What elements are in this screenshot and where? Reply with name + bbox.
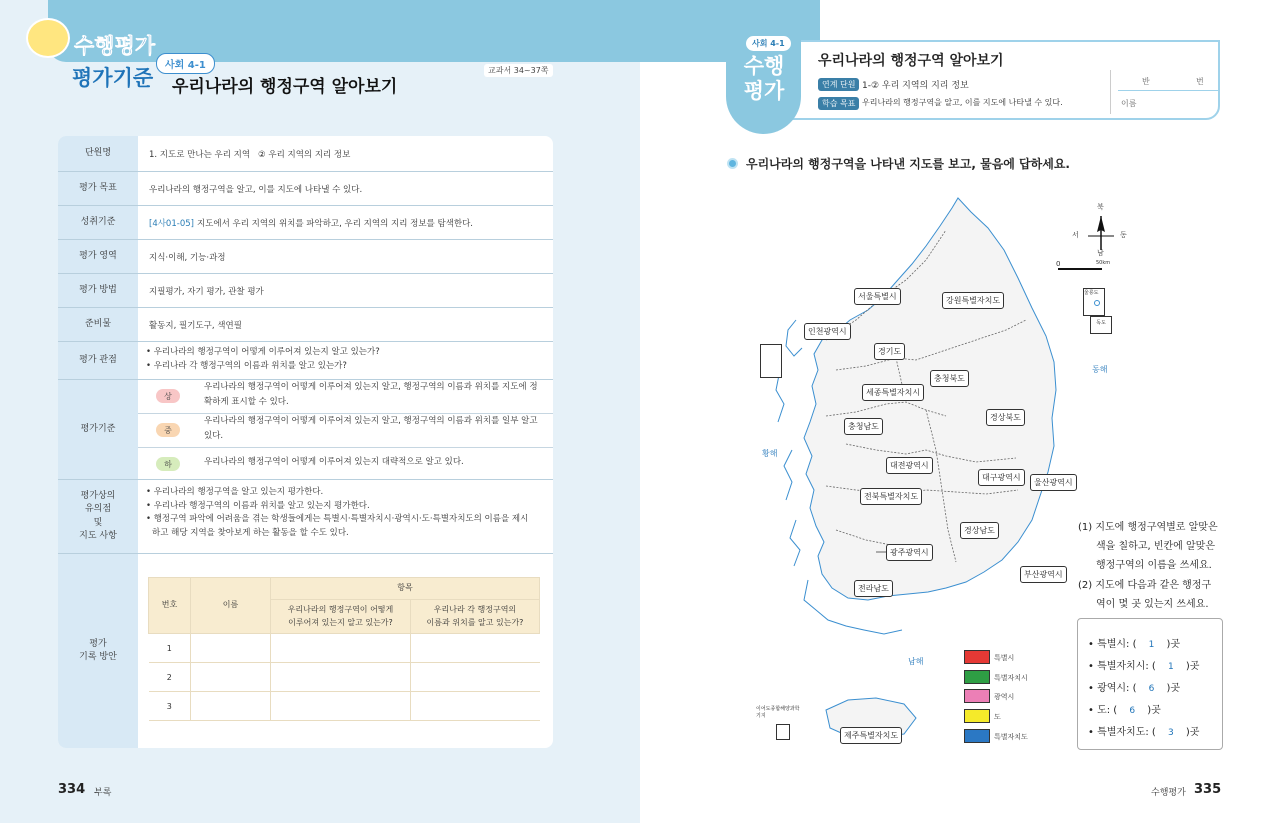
item-header: 우리나라의 행정구역이 어떻게 [287,604,394,614]
name-cell[interactable] [191,692,271,721]
compass-east: 동 [1120,231,1127,239]
legend-swatch-green [964,670,990,684]
region-label-gyeongbuk: 경상북도 [986,409,1025,426]
ulleung-island-icon [1094,300,1100,306]
logo-subtitle: 평가기준 [72,66,154,90]
compass-south: 남 [1097,249,1104,257]
criteria-text: 우리나라의 행정구역이 어떻게 이루어져 있는지 대략적으로 알고 있다. [204,457,464,467]
score-cell[interactable] [410,692,539,721]
region-label-gangwon: 강원특별자치도 [942,292,1004,309]
question-2 [1078,576,1224,614]
unit-subvalue: ② 우리 지역의 지리 정보 [258,149,351,160]
col-header-name: 이름 [191,578,271,634]
row-standard [58,206,553,240]
question-line: 행정구역의 이름을 쓰세요. [1096,560,1212,571]
north-arrow-icon [1088,216,1114,242]
view-line: • 우리나라 각 행정구역의 이름과 위치를 알고 있는가? [146,360,347,371]
prep-value: 활동지, 필기도구, 색연필 [149,320,242,331]
view-line: • 우리나라의 행정구역이 어떻게 이루어져 있는지 알고 있는가? [146,347,380,357]
legend-label: 광역시 [994,693,1015,701]
row-label: 평가 관점 [79,354,117,365]
page-number: 335 [1194,782,1222,797]
scale-zero: 0 [1056,260,1061,268]
unit-pill: 연계 단원 [818,78,859,91]
sea-label-south: 남해 [908,657,924,666]
item-header: 이루어져 있는지 알고 있는가? [288,617,393,627]
region-label-chungbuk: 충청북도 [930,370,969,387]
legend-swatch-yellow [964,709,990,723]
row-number: 1 [149,634,191,663]
standard-code: [4사01-05] [149,218,194,229]
goal-pill: 학습 목표 [818,97,859,110]
region-label-gyeonggi: 경기도 [874,343,905,360]
question-line: (2) 지도에 다음과 같은 행정구 [1078,580,1212,591]
answer-line: • 특별자치도: ( 3 )곳 [1088,727,1200,738]
right-page [640,0,1280,823]
legend-label: 도 [994,713,1001,721]
item-header: 우리나라 각 행정구역의 [433,604,517,614]
page-number: 334 [58,782,86,797]
answer-line: • 특별자치시: ( 1 )곳 [1088,661,1200,672]
row-label: 성취기준 [80,216,116,227]
record-label: 평가 [89,638,107,649]
row-unit [58,136,553,172]
row-label: 평가 방법 [79,284,117,295]
divider [1118,90,1218,91]
answer-value[interactable]: 6 [1148,684,1155,694]
class-label: 반 [1142,77,1150,86]
row-label: 평가 영역 [79,250,117,261]
row-label: 단원명 [84,147,112,158]
score-cell[interactable] [271,663,411,692]
coast-detail [786,320,802,356]
subject-pill: 사회 4-1 [156,53,215,74]
criteria-high [138,380,553,414]
notes-line: • 우리나라의 행정구역을 알고 있는지 평가한다. [146,487,324,497]
compass-west: 서 [1072,231,1079,239]
legend-swatch-pink [964,689,990,703]
inset-label: 독도 [1090,316,1112,334]
region-label-sejong: 세종특별자치시 [862,384,924,401]
row-method [58,274,553,308]
area-value: 지식·이해, 기능·과정 [149,252,226,263]
criteria-text: 우리나라의 행정구역이 어떻게 이루어져 있는지 알고, 행정구역의 이름과 위치를 일부 알고 있다. [204,416,538,442]
goal-text: 우리나라의 행정구역을 알고, 이를 지도에 나타낼 수 있다. [862,98,1063,107]
row-label: 평가기준 [80,423,116,434]
row-number: 2 [149,663,191,692]
question-line: 색을 칠하고, 빈칸에 알맞은 [1096,541,1215,552]
goal-value: 우리나라의 행정구역을 알고, 이를 지도에 나타낼 수 있다. [149,184,363,195]
coast-detail [784,450,792,500]
instruction-text: 우리나라의 행정구역을 나타낸 지도를 보고, 물음에 답하세요. [746,157,1070,171]
score-cell[interactable] [410,663,539,692]
inset-label: 울릉도 [1084,290,1099,296]
row-prep [58,308,553,342]
region-label-daegu: 대구광역시 [978,469,1025,486]
subject-pill: 사회 4-1 [746,36,791,51]
answer-line: • 광역시: ( 6 )곳 [1088,683,1181,694]
answer-value[interactable]: 6 [1129,706,1136,716]
record-label: 기록 방안 [79,652,117,662]
grade-badge: 상 [156,389,180,403]
notes-line: • 우리나라 행정구역의 이름과 위치를 알고 있는지 평가한다. [146,500,370,511]
criteria-low [138,448,553,480]
worksheet-title: 우리나라의 행정구역 알아보기 [818,53,1004,69]
table-row [149,663,540,692]
row-label: 평가 목표 [79,182,117,193]
score-cell[interactable] [271,634,411,663]
coast-detail [790,520,800,566]
number-label: 번 [1196,77,1204,86]
question-line: 역이 몇 곳 있는지 쓰세요. [1096,599,1209,610]
mascot-icon [26,18,70,58]
notes-label: 및 [93,517,103,528]
answer-value[interactable]: 1 [1167,662,1174,672]
record-table [148,577,540,721]
row-label: 준비물 [84,318,112,329]
page-section: 수행평가 [1151,788,1186,798]
scale-bar [1058,268,1102,270]
inset-box [776,724,790,740]
standard-value: 지도에서 우리 지역의 위치를 파악하고, 우리 지역의 지리 정보를 탐색한다. [196,218,474,229]
logo-title: 수행평가 [74,34,156,58]
region-label-gyeongnam: 경상남도 [960,522,999,539]
notes-line: 하고 해당 지역을 찾아보게 하는 활동을 할 수도 있다. [152,527,349,538]
notes-label: 지도 사항 [79,531,117,541]
textbook-reference: 교과서 34~37쪽 [484,64,553,77]
legend-label: 특별자치도 [994,733,1028,741]
region-label-ulsan: 울산광역시 [1030,474,1077,491]
grade-badge: 하 [156,457,180,471]
inset-label: 이어도종합해양과학기지 [756,706,800,719]
unit-text: 1-② 우리 지역의 지리 정보 [862,81,969,91]
col-header-num: 번호 [149,578,191,634]
row-area [58,240,553,274]
region-label-chungnam: 충청남도 [844,418,883,435]
name-label: 이름 [1121,99,1137,108]
answer-value[interactable]: 3 [1167,728,1174,738]
notes-label: 유의점 [84,504,112,514]
page-section: 부록 [94,788,112,798]
score-cell[interactable] [410,634,539,663]
criteria-mid [138,414,553,448]
legend-label: 특별시 [994,654,1015,662]
method-value: 지필평가, 자기 평가, 관찰 평가 [149,286,264,297]
unit-value: 1. 지도로 만나는 우리 지역 [149,149,251,160]
row-number: 3 [149,692,191,721]
legend-swatch-blue [964,729,990,743]
evaluation-card [58,136,553,748]
page-title: 우리나라의 행정구역 알아보기 [172,77,398,97]
region-label-busan: 부산광역시 [1020,566,1067,583]
compass-north: 북 [1097,203,1104,211]
name-cell[interactable] [191,634,271,663]
region-label-jeonnam: 전라남도 [854,580,893,597]
row-goal [58,172,553,206]
grade-badge: 중 [156,423,180,437]
region-label-daejeon: 대전광역시 [886,457,933,474]
question-1 [1078,518,1224,575]
sea-label-west: 황해 [762,449,778,458]
bullet-icon [727,158,738,169]
table-row [149,692,540,721]
criteria-text: 우리나라의 행정구역이 어떻게 이루어져 있는지 알고, 행정구역의 이름과 위치를 지도에 정확하게 표시할 수 있다. [204,382,538,408]
legend-label: 특별자치시 [994,674,1028,682]
answer-line: • 특별시: ( 1 )곳 [1088,639,1181,650]
col-header-items: 항목 [271,578,540,600]
answer-value[interactable]: 1 [1148,640,1155,650]
table-row [149,634,540,663]
notes-line: • 행정구역 파악에 어려움을 겪는 학생들에게는 특별시·특별자치시·광역시·도·특별자치도의 이름을 제시 [146,514,529,525]
region-label-gwangju: 광주광역시 [886,544,933,561]
answer-box [1077,618,1223,750]
notes-label: 평가상의 [80,490,116,501]
question-line: (1) 지도에 행정구역별로 알맞은 [1078,522,1218,533]
legend-swatch-red [964,650,990,664]
row-notes [58,480,553,554]
inset-box [760,344,782,378]
region-label-incheon: 인천광역시 [804,323,851,340]
region-label-jeju: 제주특별자치도 [840,727,902,744]
sea-label-east: 동해 [1092,365,1108,374]
row-view [58,342,553,380]
item-header: 이름과 위치를 알고 있는가? [426,617,524,627]
name-cell[interactable] [191,663,271,692]
score-cell[interactable] [271,692,411,721]
mainland-outline [804,198,1056,600]
answer-line: • 도: ( 6 )곳 [1088,705,1161,716]
tag-text: 평가 [743,79,785,104]
region-label-seoul: 서울특별시 [854,288,901,305]
tag-text: 수행 [743,54,785,78]
region-label-jeonbuk: 전북특별자치도 [860,488,922,505]
scale-distance: 50km [1096,260,1111,266]
